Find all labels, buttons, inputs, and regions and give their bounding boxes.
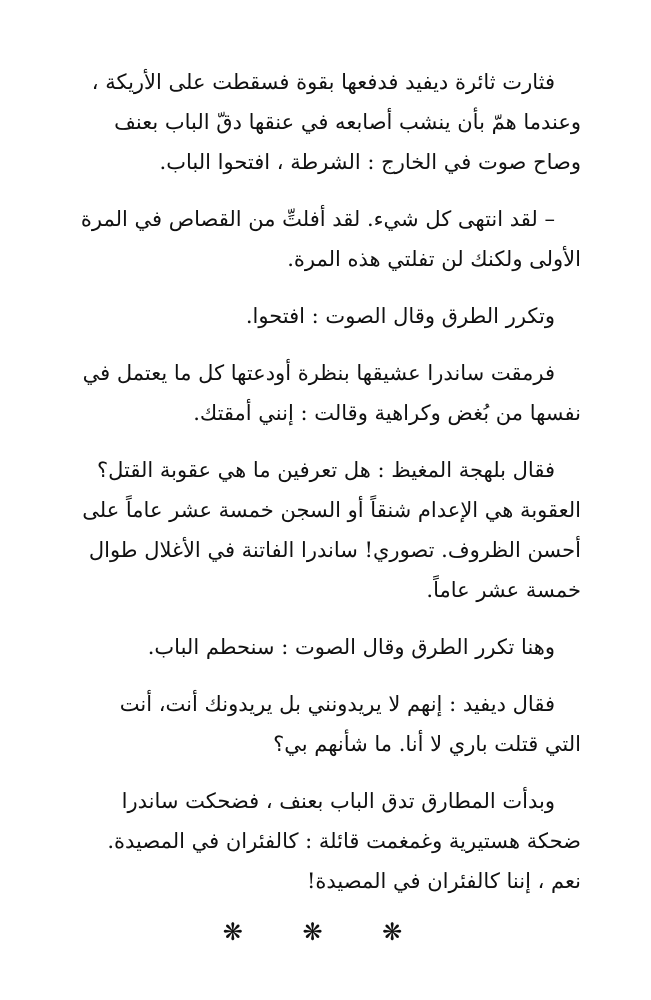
text-line: فرمقت ساندرا عشيقها بنظرة أودعتها كل ما يعتمل في [82, 361, 555, 385]
text-line: وتكرر الطرق وقال الصوت : افتحوا. [245, 304, 555, 328]
paragraph [70, 450, 581, 610]
text-line: فثارت ثائرة ديفيد فدفعها بقوة فسقطت على الأريكة ، [91, 70, 555, 94]
paragraph [70, 627, 581, 667]
text-line: نعم ، إننا كالفئران في المصيدة! [306, 869, 581, 893]
section-divider: ❋ ❋ ❋ [222, 918, 429, 946]
text-line: ضحكة هستيرية وغمغمت قائلة : كالفئران في المصيدة. [107, 829, 581, 853]
paragraph [70, 62, 581, 182]
text-line: خمسة عشر عاماً. [426, 578, 581, 602]
text-line: وهنا تكرر الطرق وقال الصوت : سنحطم الباب. [147, 635, 555, 659]
paragraph [70, 296, 581, 336]
text-line: وعندما همّ بأن ينشب أصابعه في عنقها دقّ الباب بعنف [114, 110, 581, 134]
text-body [70, 62, 581, 901]
text-line: فقال ديفيد : إنهم لا يريدونني بل يريدونك أنت، أنت [119, 692, 555, 716]
text-line: فقال بلهجة المغيظ : هل تعرفين ما هي عقوبة القتل؟ [96, 458, 555, 482]
text-line: وبدأت المطارق تدق الباب بعنف ، فضحكت ساندرا [121, 789, 555, 813]
text-line: وصاح صوت في الخارج : الشرطة ، افتحوا الباب. [159, 150, 581, 174]
text-line: – لقد انتهى كل شيء. لقد أفلتِّ من القصاص في المرة [80, 207, 555, 231]
paragraph [70, 199, 581, 279]
text-line: الأولى ولكنك لن تفلتي هذه المرة. [287, 247, 581, 271]
text-line: العقوبة هي الإعدام شنقاً أو السجن خمسة عشر عاماً على [82, 498, 581, 522]
paragraph [70, 353, 581, 433]
text-line: التي قتلت باري لا أنا. ما شأنهم بي؟ [273, 732, 581, 756]
paragraph [70, 781, 581, 901]
text-line: أحسن الظروف. تصوري! ساندرا الفاتنة في الأغلال طوال [88, 538, 581, 562]
text-line: نفسها من بُغض وكراهية وقالت : إنني أمقتك. [193, 401, 581, 425]
paragraph [70, 684, 581, 764]
